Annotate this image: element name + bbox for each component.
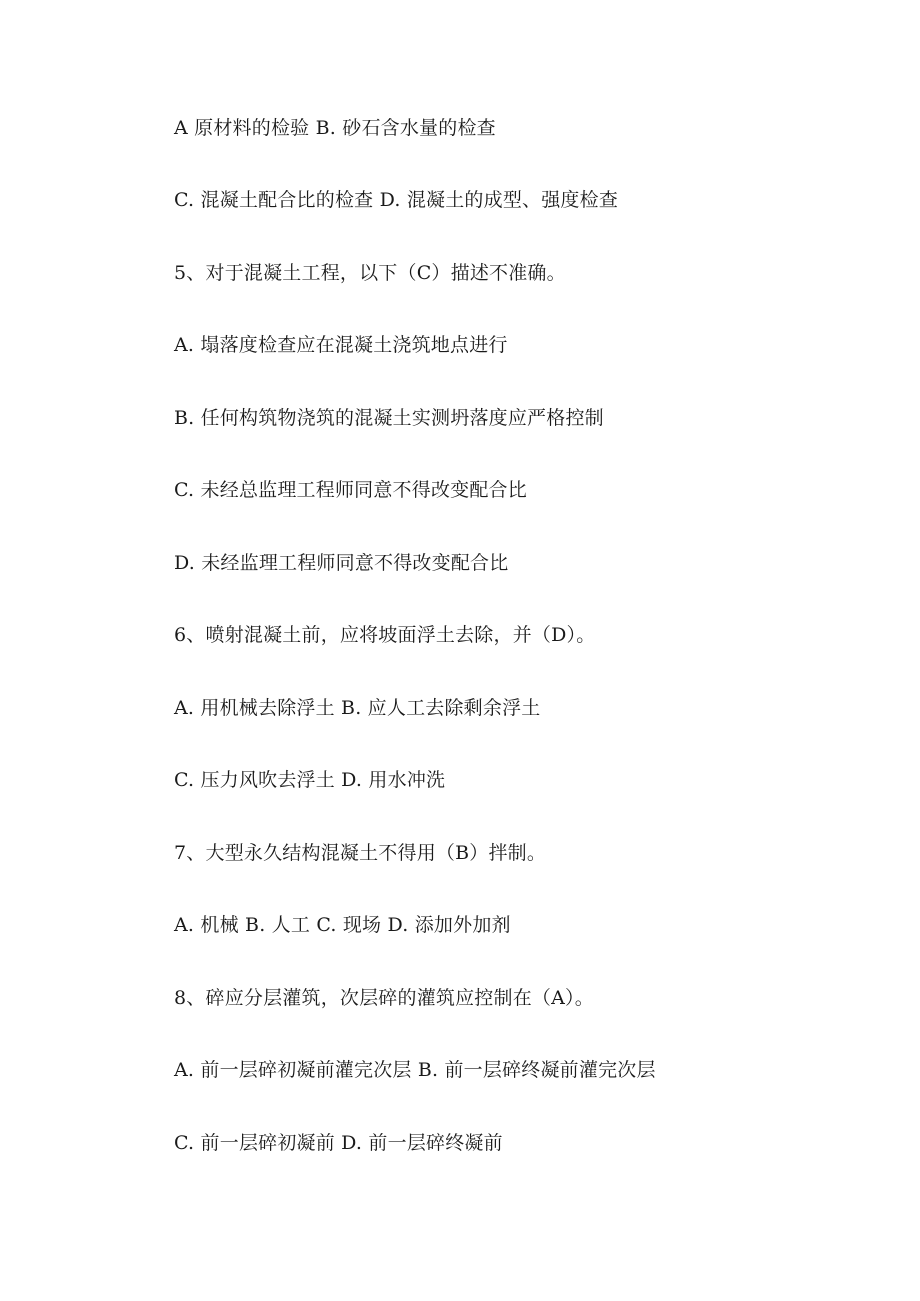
option-line: C. 前一层碎初凝前 D. 前一层碎终凝前	[174, 1132, 503, 1154]
question-line: 6、喷射混凝土前，应将坡面浮土去除，并（D）。	[174, 624, 596, 646]
question-line: 7、大型永久结构混凝土不得用（B）拌制。	[174, 842, 547, 864]
option-line: C. 压力风吹去浮土 D. 用水冲洗	[174, 769, 446, 791]
option-line: A. 前一层碎初凝前灌完次层 B. 前一层碎终凝前灌完次层	[174, 1059, 656, 1081]
option-line: A. 塌落度检查应在混凝土浇筑地点进行	[174, 334, 508, 356]
option-line: D. 未经监理工程师同意不得改变配合比	[174, 552, 509, 574]
option-line: C. 未经总监理工程师同意不得改变配合比	[174, 479, 527, 501]
option-line: B. 任何构筑物浇筑的混凝土实测坍落度应严格控制	[174, 407, 604, 429]
question-line: 5、对于混凝土工程，以下（C）描述不准确。	[174, 262, 566, 284]
option-line: A. 用机械去除浮土 B. 应人工去除剩余浮土	[174, 697, 541, 719]
question-line: 8、碎应分层灌筑，次层碎的灌筑应控制在（A）。	[174, 987, 594, 1009]
option-line: C. 混凝土配合比的检查 D. 混凝土的成型、强度检查	[174, 189, 619, 211]
option-line: A 原材料的检验 B. 砂石含水量的检查	[174, 117, 496, 139]
option-line: A. 机械 B. 人工 C. 现场 D. 添加外加剂	[174, 914, 511, 936]
